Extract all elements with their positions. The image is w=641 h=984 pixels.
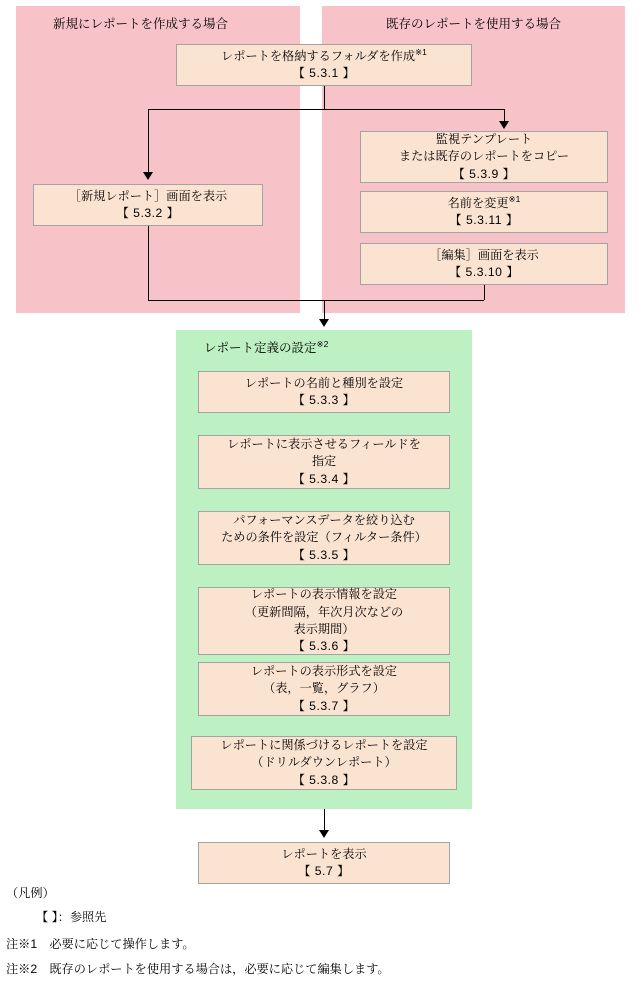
box-set-filter bbox=[198, 511, 450, 565]
box-set-drilldown-line2: （ドリルダウンレポート） bbox=[251, 755, 397, 770]
box-set-fields-line1: レポートに表示させるフィールドを bbox=[227, 437, 421, 452]
box-rename-text: 名前を変更 bbox=[447, 195, 509, 210]
box-create-folder bbox=[176, 44, 472, 86]
box-set-filter-line2: ための条件を設定（フィルター条件） bbox=[221, 530, 427, 545]
box-rename bbox=[360, 191, 608, 233]
box-set-display-format bbox=[198, 662, 450, 716]
box-create-folder-line1 bbox=[221, 48, 427, 65]
box-set-display-info-line1: レポートの表示情報を設定 bbox=[250, 587, 398, 602]
box-display-report-ref: 【 5.7 】 bbox=[298, 864, 350, 878]
box-copy-template bbox=[360, 131, 608, 183]
legend-note-1: 注※1 必要に応じて操作します。 bbox=[6, 937, 195, 951]
box-set-display-info-line3: 表示期間） bbox=[293, 622, 355, 636]
box-set-filter-ref: 【 5.3.5 】 bbox=[292, 547, 356, 562]
box-new-report-screen-line1: ［新規レポート］画面を表示 bbox=[68, 188, 228, 203]
box-set-fields-line2: 指定 bbox=[311, 454, 337, 469]
connector-split-horizontal bbox=[148, 109, 504, 110]
box-create-folder-ref: 【 5.3.1 】 bbox=[292, 66, 356, 80]
connector-right-merge-down bbox=[484, 285, 485, 300]
arrow-left-branch bbox=[143, 172, 153, 180]
box-set-display-info-line2: （更新間隔，年次月次などの bbox=[244, 604, 404, 619]
box-set-drilldown bbox=[191, 736, 457, 790]
zone-label-report-definition-text: レポート定義の設定 bbox=[204, 341, 317, 355]
box-display-report-line1: レポートを表示 bbox=[281, 846, 367, 861]
box-copy-template-line1: 監視テンプレート bbox=[435, 132, 533, 147]
box-new-report-screen bbox=[33, 184, 263, 226]
connector-left-merge-down bbox=[148, 226, 149, 300]
box-set-display-format-ref: 【 5.3.7 】 bbox=[292, 698, 356, 713]
box-display-report bbox=[198, 842, 450, 884]
box-rename-ref: 【 5.3.11 】 bbox=[449, 213, 519, 227]
legend-reference-meaning: 【 】：参照先 bbox=[36, 910, 107, 924]
box-set-name-type-ref: 【 5.3.3 】 bbox=[292, 393, 356, 407]
legend-title: （凡例） bbox=[6, 886, 55, 900]
box-set-name-type bbox=[198, 371, 450, 413]
box-edit-screen bbox=[360, 243, 608, 285]
box-set-display-format-line1: レポートの表示形式を設定 bbox=[250, 664, 398, 679]
box-create-folder-note: ※1 bbox=[415, 46, 427, 57]
box-set-display-info bbox=[198, 587, 450, 655]
box-set-display-info-ref: 【 5.3.6 】 bbox=[292, 639, 356, 654]
zone-label-existing-report: 既存のレポートを使用する場合 bbox=[386, 17, 562, 31]
arrow-to-green bbox=[319, 319, 329, 327]
box-copy-template-line2: または既存のレポートをコピー bbox=[398, 149, 570, 164]
arrow-right-branch bbox=[499, 121, 509, 129]
box-create-folder-text: レポートを格納するフォルダを作成 bbox=[221, 48, 416, 63]
box-set-fields-ref: 【 5.3.4 】 bbox=[292, 471, 356, 486]
box-edit-screen-line1: ［編集］画面を表示 bbox=[429, 247, 539, 262]
box-copy-template-ref: 【 5.3.9 】 bbox=[452, 166, 516, 181]
box-rename-line1 bbox=[448, 195, 521, 212]
zone-label-report-definition-note: ※2 bbox=[316, 338, 329, 349]
connector-folder-down bbox=[324, 86, 325, 109]
box-set-filter-line1: パフォーマンスデータを絞り込む bbox=[233, 513, 415, 528]
zone-label-report-definition bbox=[204, 338, 328, 356]
legend-note-2: 注※2 既存のレポートを使用する場合は，必要に応じて編集します。 bbox=[6, 962, 390, 976]
box-set-drilldown-ref: 【 5.3.8 】 bbox=[292, 772, 356, 787]
box-set-display-format-line2: （表，一覧，グラフ） bbox=[263, 681, 385, 696]
box-set-name-type-line1: レポートの名前と種別を設定 bbox=[244, 375, 404, 390]
zone-label-new-report: 新規にレポートを作成する場合 bbox=[53, 17, 229, 31]
box-rename-note: ※1 bbox=[508, 193, 521, 204]
box-edit-screen-ref: 【 5.3.10 】 bbox=[448, 265, 520, 279]
box-set-drilldown-line1: レポートに関係づけるレポートを設定 bbox=[220, 738, 428, 753]
connector-merge-horizontal bbox=[148, 300, 484, 301]
connector-left-branch bbox=[148, 109, 149, 174]
arrow-green-to-display bbox=[319, 830, 329, 838]
box-new-report-screen-ref: 【 5.3.2 】 bbox=[116, 206, 180, 220]
box-set-fields bbox=[198, 435, 450, 489]
